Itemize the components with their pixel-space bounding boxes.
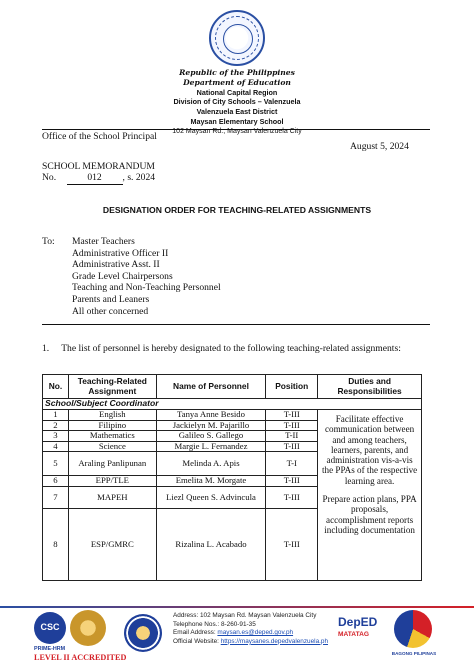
email-link[interactable]: maysan.es@deped.gov.ph <box>217 629 294 637</box>
prime-hrm-label: PRIME-HRM <box>34 646 66 652</box>
cell-assignment: Science <box>68 441 156 452</box>
recipient-item: Master Teachers <box>72 236 135 247</box>
header-division: Division of City Schools – Valenzuela <box>173 97 301 107</box>
deped-seal-logo <box>209 10 265 66</box>
prime-hrm-medal <box>70 610 106 646</box>
cell-position: T-III <box>266 441 318 452</box>
col-header-no: No. <box>43 375 69 399</box>
assignments-table <box>42 374 422 581</box>
footer-website-line: Official Website: https://maysanes.depedvalenzuela.ph <box>173 637 329 645</box>
cell-assignment: MAPEH <box>68 486 156 508</box>
cell-no: 4 <box>43 441 69 452</box>
section-label: School/Subject Coordinator <box>43 399 422 410</box>
recipient-item: Parents and Leaners <box>72 293 150 305</box>
office-label: Office of the School Principal <box>42 131 157 142</box>
memo-number: 012 <box>67 172 123 185</box>
cell-no: 2 <box>43 420 69 431</box>
cell-no: 1 <box>43 410 69 421</box>
bagong-pilipinas-logo <box>394 610 432 648</box>
cell-name: Tanya Anne Besido <box>156 410 266 421</box>
recipient-item: Administrative Asst. II <box>72 259 160 271</box>
memo-number-line <box>42 172 155 185</box>
recipient-item: Teaching and Non-Teaching Personnel <box>72 282 221 294</box>
cell-no: 7 <box>43 486 69 508</box>
cell-no: 3 <box>43 431 69 442</box>
cell-position: T-III <box>266 508 318 580</box>
cell-position: T-III <box>266 486 318 508</box>
duties-text-2: Prepare action plans, PPA proposals, accomplishment reports including documentation <box>322 494 417 535</box>
header-region: National Capital Region <box>196 87 278 97</box>
footer-email-line: Email Address: maysan.es@deped.gov.ph <box>173 629 294 637</box>
cell-name: Liezl Queen S. Advincula <box>156 486 266 508</box>
recipient-item: Administrative Officer II <box>72 247 169 259</box>
recipient-item: Grade Level Chairpersons <box>72 270 173 282</box>
header-republic: Republic of the Philippines <box>179 68 295 77</box>
recipient-list <box>72 236 221 317</box>
bagong-pilipinas-text: BAGONG PILIPINAS <box>391 651 437 656</box>
table-row <box>43 410 422 421</box>
col-header-duties: Duties and Responsibilities <box>318 375 422 399</box>
cell-no: 8 <box>43 508 69 580</box>
col-header-name: Name of Personnel <box>156 375 266 399</box>
header-district: Valenzuela East District <box>196 107 278 117</box>
cell-assignment: Filipino <box>68 420 156 431</box>
deped-logo-text: DepED <box>338 615 378 629</box>
accredited-label: LEVEL II ACCREDITED <box>34 653 127 662</box>
header-rule <box>42 129 430 130</box>
cell-name: Melinda A. Apis <box>156 452 266 476</box>
deped-matatag-logo <box>338 616 382 639</box>
cell-no: 5 <box>43 452 69 476</box>
cell-position: T-III <box>266 420 318 431</box>
section-rule <box>42 324 430 325</box>
cell-assignment: Mathematics <box>68 431 156 442</box>
header-address: 102 Maysan Rd., Maysan Valenzuela City <box>172 127 302 135</box>
cell-duties <box>318 410 422 581</box>
col-header-assignment: Teaching-Related Assignment <box>68 375 156 399</box>
csc-logo-text: CSC <box>40 622 60 632</box>
letterhead <box>0 68 474 137</box>
cell-assignment: EPP/TLE <box>68 476 156 487</box>
memo-no-prefix: No. <box>42 172 57 183</box>
header-department: Department of Education <box>183 77 291 87</box>
duties-text-1: Facilitate effective communication between and among teachers, learners, parents, and administration vis-a-vis the PPAs of the respective learning area. <box>322 414 418 486</box>
cell-position: T-I <box>266 452 318 476</box>
memo-year: , s. 2024 <box>122 172 156 183</box>
memo-date: August 5, 2024 <box>350 141 409 152</box>
cell-name: Rizalina L. Acabado <box>156 508 266 580</box>
body-paragraph: 1. The list of personnel is hereby designated to the following teaching-related assignments: <box>42 343 401 354</box>
cell-name: Emelita M. Morgate <box>156 476 266 487</box>
cell-assignment: Araling Panlipunan <box>68 452 156 476</box>
website-link[interactable]: https://maysanes.depedvalenzuela.ph <box>220 637 329 645</box>
cell-assignment: English <box>68 410 156 421</box>
footer <box>0 606 474 666</box>
footer-address: Address: 102 Maysan Rd. Maysan Valenzuela City <box>173 612 317 619</box>
footer-rule <box>0 606 474 608</box>
footer-telephone: Telephone Nos.: 8-260-91-35 <box>173 620 256 628</box>
section-row <box>43 399 422 410</box>
matatag-text: MATATAG <box>338 631 370 638</box>
school-seal <box>124 614 162 652</box>
csc-logo <box>34 612 66 644</box>
col-header-position: Position <box>266 375 318 399</box>
table-header-row <box>43 375 422 399</box>
cell-name: Margie L. Fernandez <box>156 441 266 452</box>
cell-position: T-II <box>266 431 318 442</box>
cell-name: Galileo S. Gallego <box>156 431 266 442</box>
cell-position: T-III <box>266 476 318 487</box>
cell-name: Jackielyn M. Pajarillo <box>156 420 266 431</box>
to-label: To: <box>42 236 55 247</box>
recipient-item: All other concerned <box>72 305 149 317</box>
header-school: Maysan Elementary School <box>190 116 284 126</box>
memo-label: SCHOOL MEMORANDUM <box>42 161 155 172</box>
footer-contact <box>173 612 328 646</box>
memo-title: DESIGNATION ORDER FOR TEACHING-RELATED ASSIGNMENTS <box>102 205 372 215</box>
cell-no: 6 <box>43 476 69 487</box>
cell-position: T-III <box>266 410 318 421</box>
cell-assignment: ESP/GMRC <box>68 508 156 580</box>
